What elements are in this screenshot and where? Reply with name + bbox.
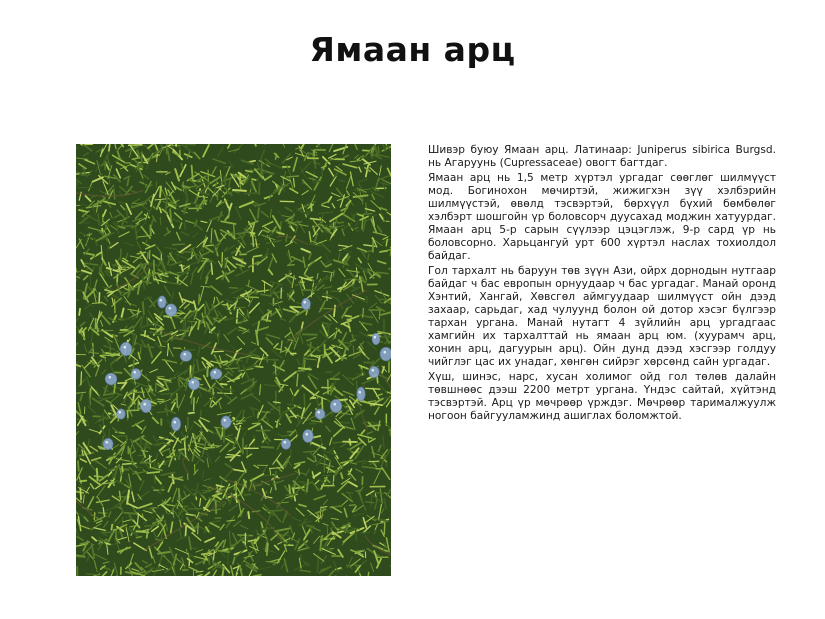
paragraph-distribution: Гол тархалт нь баруун төв зүүн Ази, ойрх дорнодын нутгаар байдаг ч бас европын орнуудаар ч бас ургадаг. Манай оронд Хэнтий, Хангай, Хөвсгөл аймгуудаар шилмүүст ойн дээд захаар, сарьдаг, хад чулуунд болон ой дотор хэсэг бүлгээр тархан ургана. Манай нутагт 4 зүйлийн арц ургадгаас хамгийн их тархалттай нь ямаан арц юм. (хуурамч арц, хонин арц, дагуурын арц). Ойн дунд дээд хэсгээр голдуу чийглэг цас их унадаг, хөнгөн сийрэг хөрсөнд сайн ургадаг. [428,265,776,368]
paragraph-habitat: Хүш, шинэс, нарс, хусан холимог ойд гол төлөв далайн төвшнөөс дээш 2200 метрт ургана. Үндэс сайтай, хүйтэнд тэсвэртэй. Арц үр мөчрөөр үрждэг. Мөчрөөр тарималжуулж ногоон байгууламжинд ашиглах боломжтой. [428,371,776,422]
slide-title: Ямаан арц [309,30,516,69]
juniper-photo [76,144,391,576]
paragraph-morphology: Ямаан арц нь 1,5 метр хүртэл ургадаг сөөглөг шилмүүст мод. Богинохон мөчиртэй, жижигхэн зүү хэлбэрийн шилмүүстэй, өвөлд тэсвэртэй, бөрхүүл бүхий бөмбөлөг хэлбэрт шошгойн үр боловсорч дуусахад моджин хатуурдаг. Ямаан арц 5-р сарын сүүлээр цэцэглэж, 9-р сард үр нь боловсорно. Харьцангуй урт 600 хүртэл наслах тохиолдол байдаг. [428,172,776,262]
description-text [428,144,776,425]
paragraph-intro: Шивэр буюу Ямаан арц. Латинаар: Juniperus sibirica Burgsd. нь Агаруунь (Cupressaceae) овогт багтдаг. [428,144,776,169]
juniper-foliage-image [76,144,391,576]
